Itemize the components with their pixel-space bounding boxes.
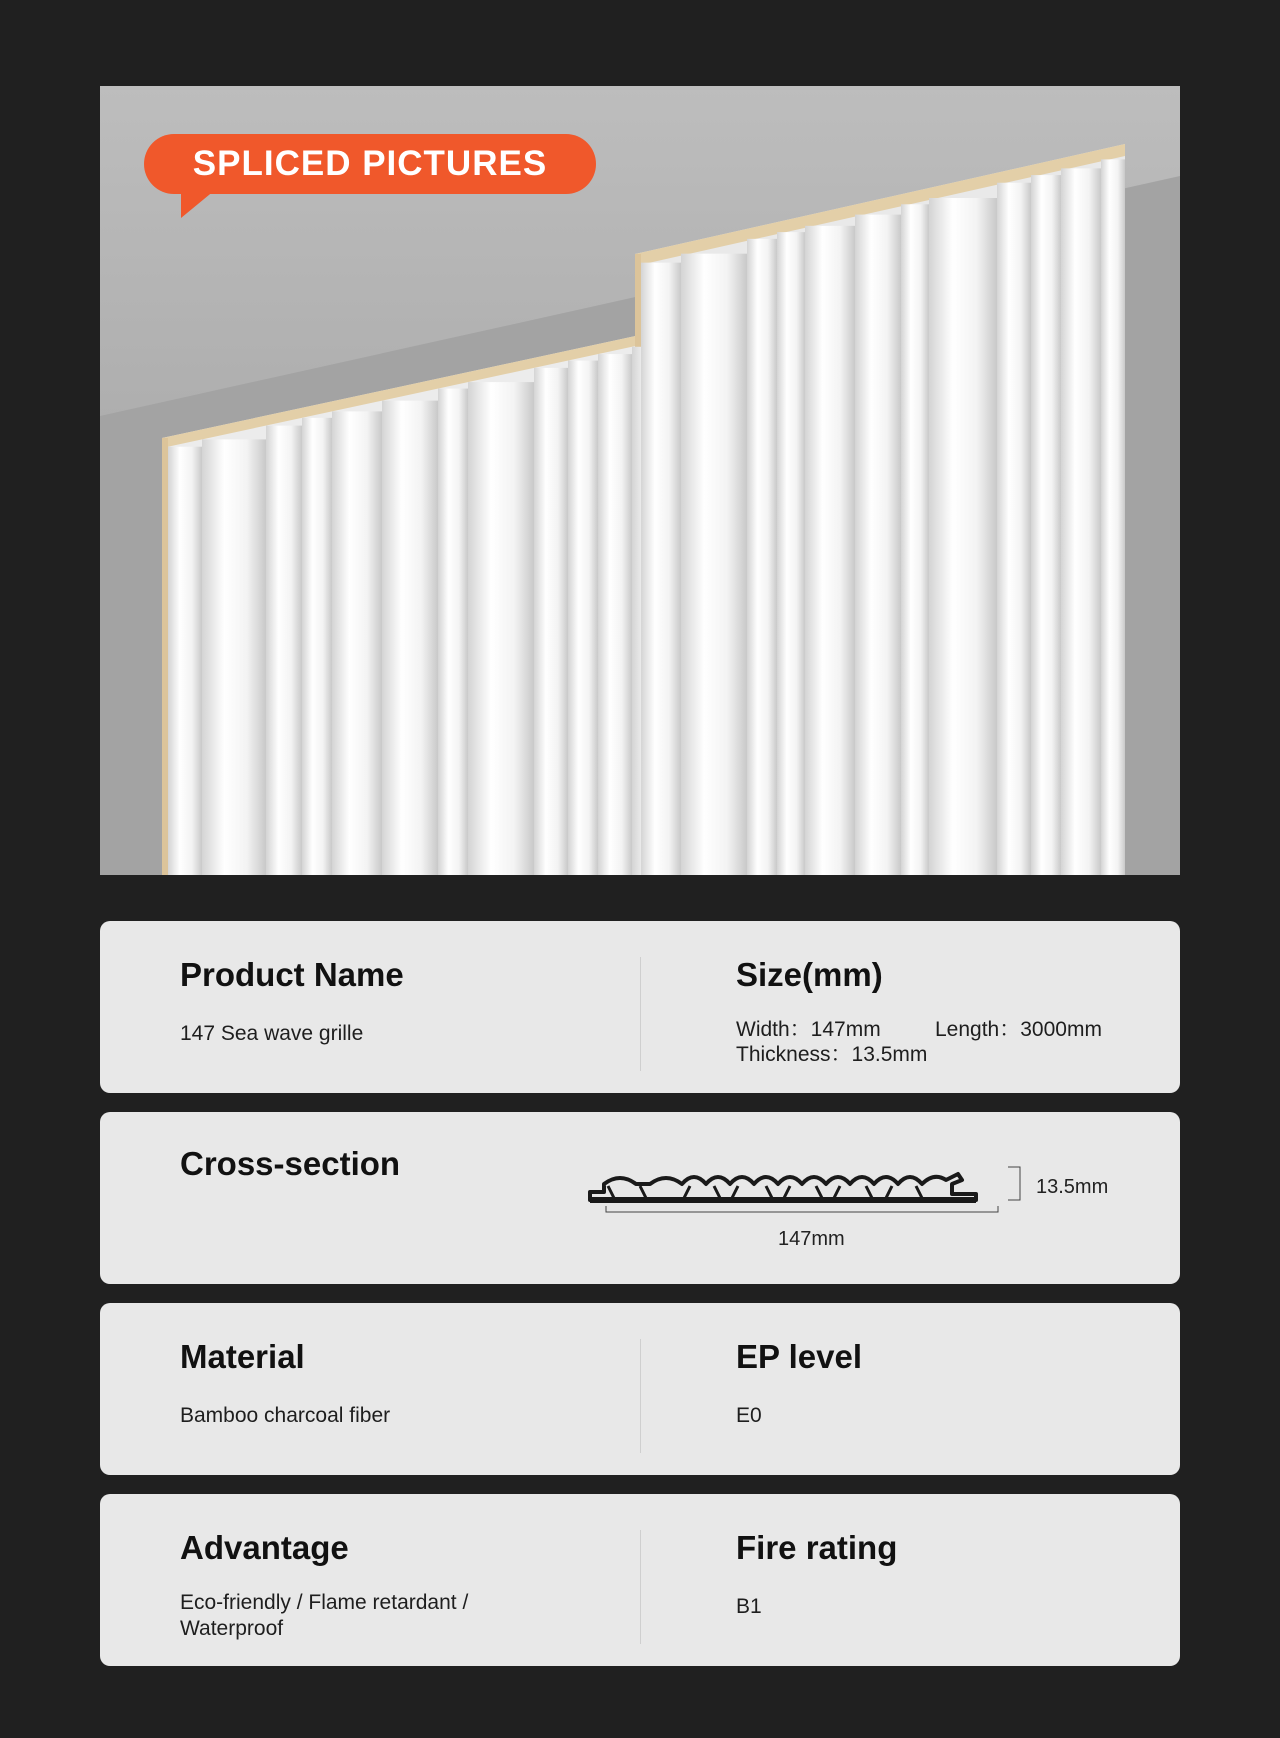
panel-flute — [1101, 159, 1125, 875]
width-dimension-label: 147mm — [778, 1228, 845, 1250]
cross-section-heading: Cross-section — [180, 1145, 401, 1182]
thickness-dimension-label: 13.5mm — [1036, 1176, 1109, 1198]
advantage-value-line1: Eco-friendly / Flame retardant / — [180, 1591, 469, 1614]
panel-flute — [1031, 175, 1061, 875]
spec-card-name-size — [100, 921, 1180, 1093]
card-divider — [640, 957, 641, 1071]
product-hero-image — [100, 86, 1180, 875]
badge-pointer — [181, 190, 215, 218]
size-width-value: Width：147mm — [736, 1018, 881, 1041]
panel-flute — [438, 389, 468, 875]
panel-flute — [997, 183, 1031, 875]
wall-panels-illustration — [100, 86, 1180, 875]
panel-flute — [777, 232, 805, 875]
panel-flute — [805, 226, 855, 875]
panel-flute — [266, 426, 302, 875]
fire-rating-value: B1 — [736, 1595, 762, 1618]
panel-flute — [332, 411, 382, 875]
badge-label: SPLICED PICTURES — [192, 144, 548, 183]
card-divider — [640, 1530, 641, 1644]
card-divider — [640, 1339, 641, 1453]
panel-flute — [598, 354, 632, 875]
panel-flute — [929, 198, 997, 875]
ep-level-value: E0 — [736, 1404, 762, 1427]
product-name-value: 147 Sea wave grille — [180, 1022, 364, 1045]
advantage-value-line2: Waterproof — [180, 1617, 284, 1640]
panel-flute — [468, 382, 534, 875]
panel-flute — [534, 368, 568, 875]
size-length-value: Length：3000mm — [935, 1018, 1102, 1041]
size-heading: Size(mm) — [736, 956, 883, 993]
panel-flute — [641, 263, 681, 875]
material-value: Bamboo charcoal fiber — [180, 1404, 391, 1427]
material-heading: Material — [180, 1338, 305, 1375]
panel-flute — [901, 204, 929, 875]
panel-flute — [568, 361, 598, 875]
ep-level-heading: EP level — [736, 1338, 862, 1375]
panel-flute — [855, 215, 901, 875]
product-name-heading: Product Name — [180, 956, 404, 993]
panel-flute — [681, 254, 747, 875]
panel-flute — [168, 447, 202, 875]
spec-card-advantage-fire — [100, 1494, 1180, 1666]
size-thickness-value: Thickness：13.5mm — [736, 1043, 928, 1066]
panel-flute — [202, 439, 266, 875]
panel-flute — [302, 418, 332, 875]
panel-flute — [747, 239, 777, 875]
panel-flute — [1061, 168, 1101, 875]
panel-flute — [382, 401, 438, 875]
spec-card-cross-section — [100, 1112, 1180, 1284]
advantage-heading: Advantage — [180, 1529, 349, 1566]
fire-rating-heading: Fire rating — [736, 1529, 898, 1566]
spliced-pictures-badge — [144, 134, 596, 194]
spec-card-material-ep — [100, 1303, 1180, 1475]
